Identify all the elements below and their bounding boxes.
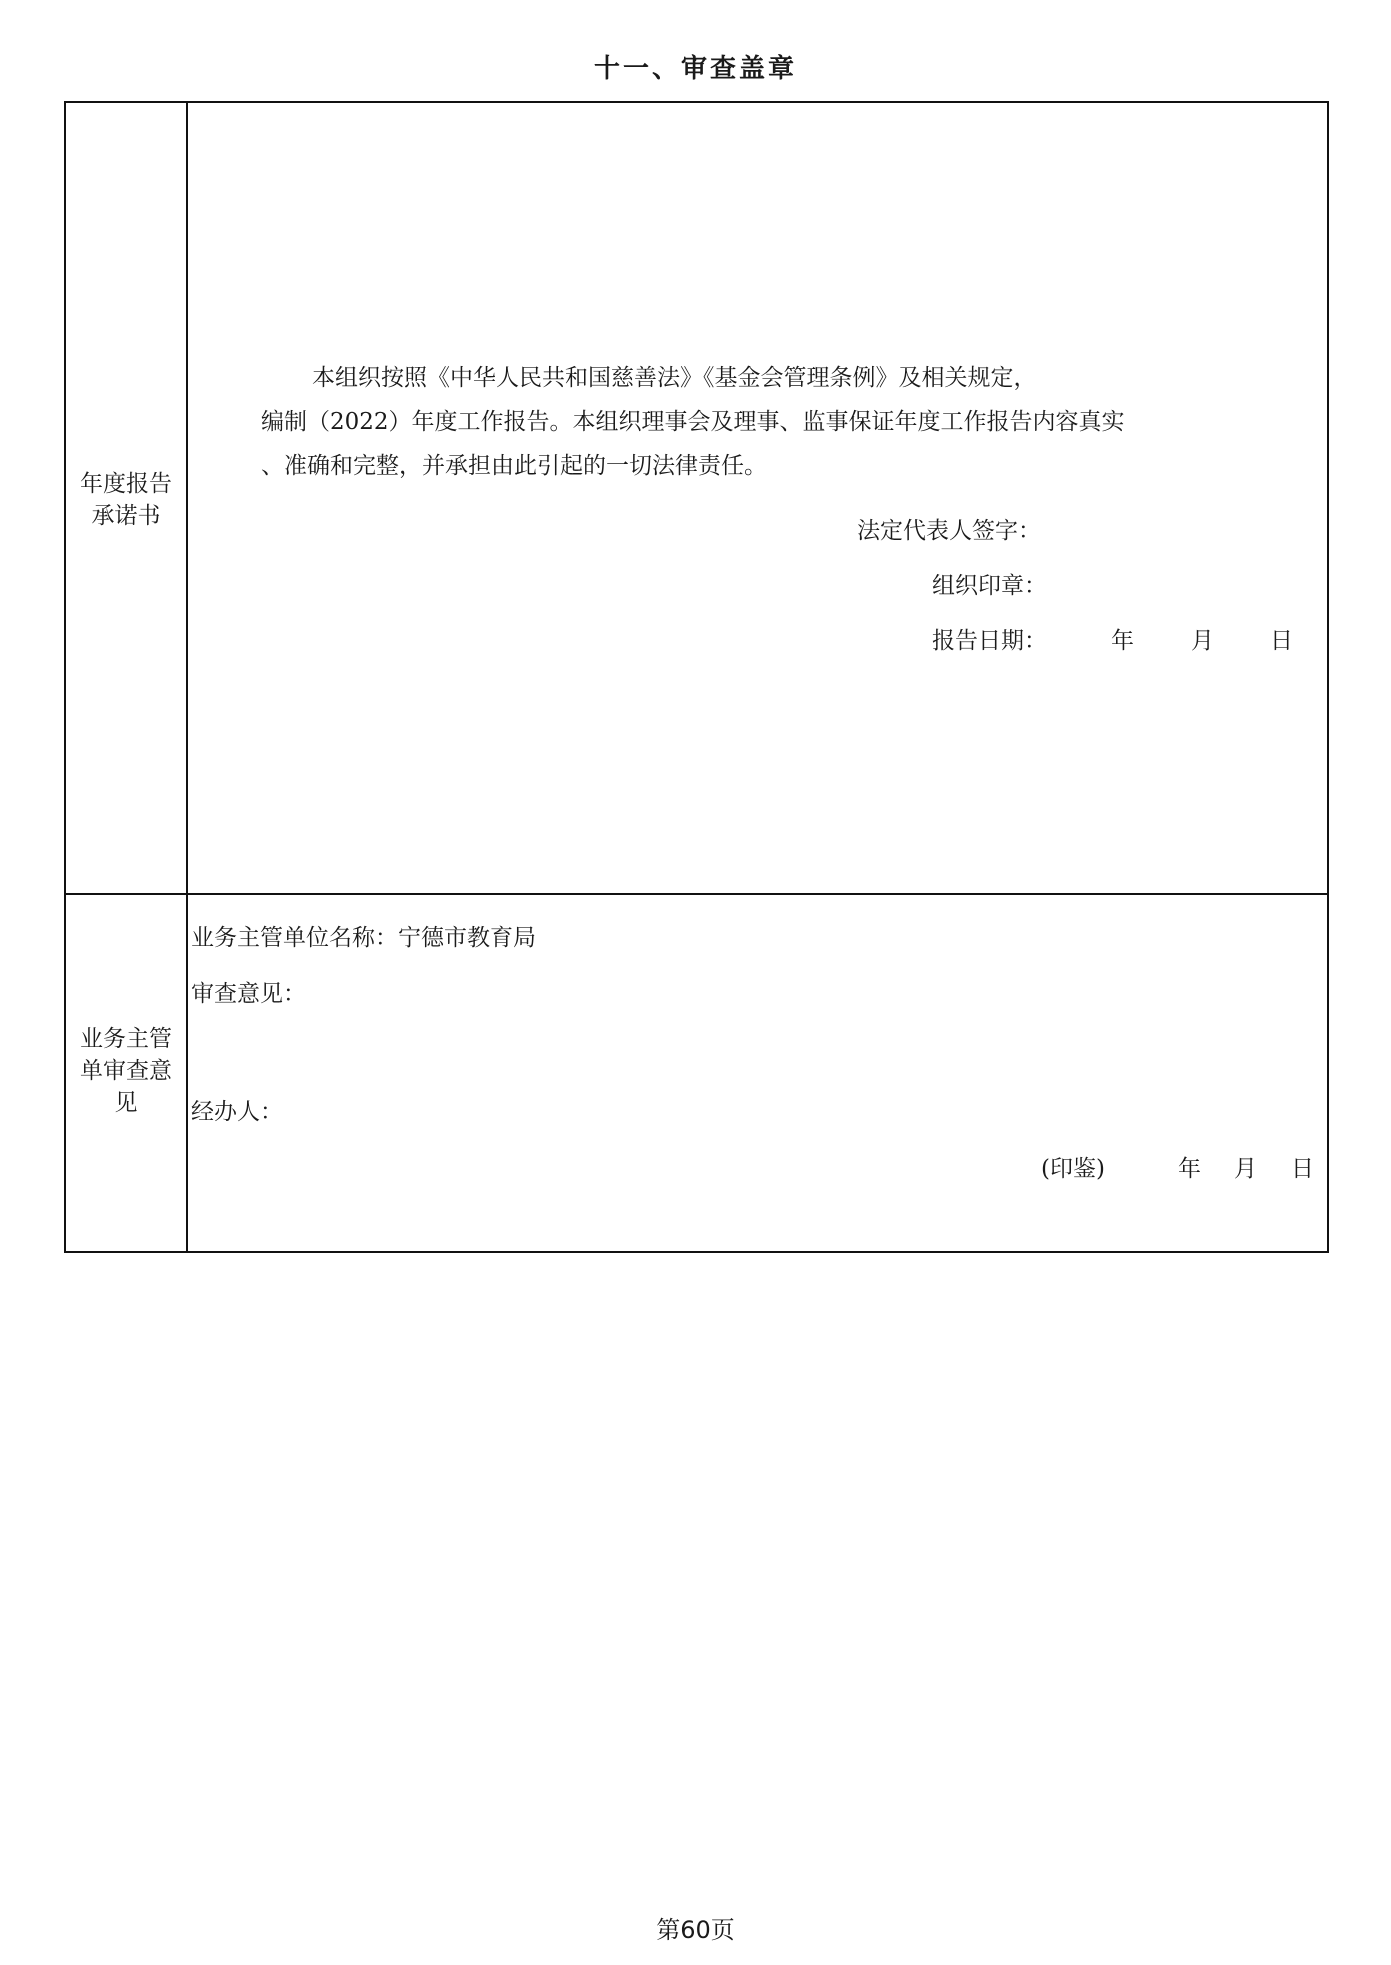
supervisor-label — [66, 1023, 186, 1119]
supervisor-label-line3: 见 — [114, 1090, 138, 1116]
report-date-day: 日 — [1270, 628, 1293, 654]
review-seal-form — [64, 101, 1329, 1253]
review-date-day: 日 — [1291, 1156, 1314, 1182]
page-number: 第60页 — [656, 1916, 735, 1944]
commitment-paragraph-line1: 本组织按照《中华人民共和国慈善法》《基金会管理条例》及相关规定， — [312, 365, 1037, 391]
report-date-month: 月 — [1191, 628, 1214, 654]
page-title: 十一、审查盖章 — [593, 54, 797, 84]
commitment-paragraph-line2: 编制（2022）年度工作报告。本组织理事会及理事、监事保证年度工作报告内容真实 — [261, 409, 1125, 435]
commitment-label-line2: 承诺书 — [91, 503, 161, 529]
row-divider — [66, 893, 1327, 895]
review-date-month: 月 — [1234, 1156, 1257, 1182]
supervisor-label-line2: 单审查意 — [80, 1058, 172, 1084]
review-opinion-label: 审查意见： — [191, 981, 306, 1007]
commitment-label — [66, 468, 186, 532]
supervisor-label-line1: 业务主管 — [80, 1026, 172, 1052]
report-date-year: 年 — [1111, 628, 1134, 654]
column-divider — [186, 103, 188, 1251]
handler-label: 经办人： — [191, 1099, 283, 1125]
commitment-label-line1: 年度报告 — [80, 471, 172, 497]
seal-label: (印鉴) — [1041, 1156, 1105, 1182]
organization-seal: 组织印章： — [932, 573, 1047, 599]
review-date-year: 年 — [1178, 1156, 1201, 1182]
commitment-paragraph-line3: 、准确和完整，并承担由此引起的一切法律责任。 — [261, 453, 767, 479]
report-date-label: 报告日期： — [932, 628, 1047, 654]
legal-representative-signature: 法定代表人签字： — [857, 518, 1041, 544]
supervisor-unit-name: 业务主管单位名称：宁德市教育局 — [191, 925, 536, 951]
